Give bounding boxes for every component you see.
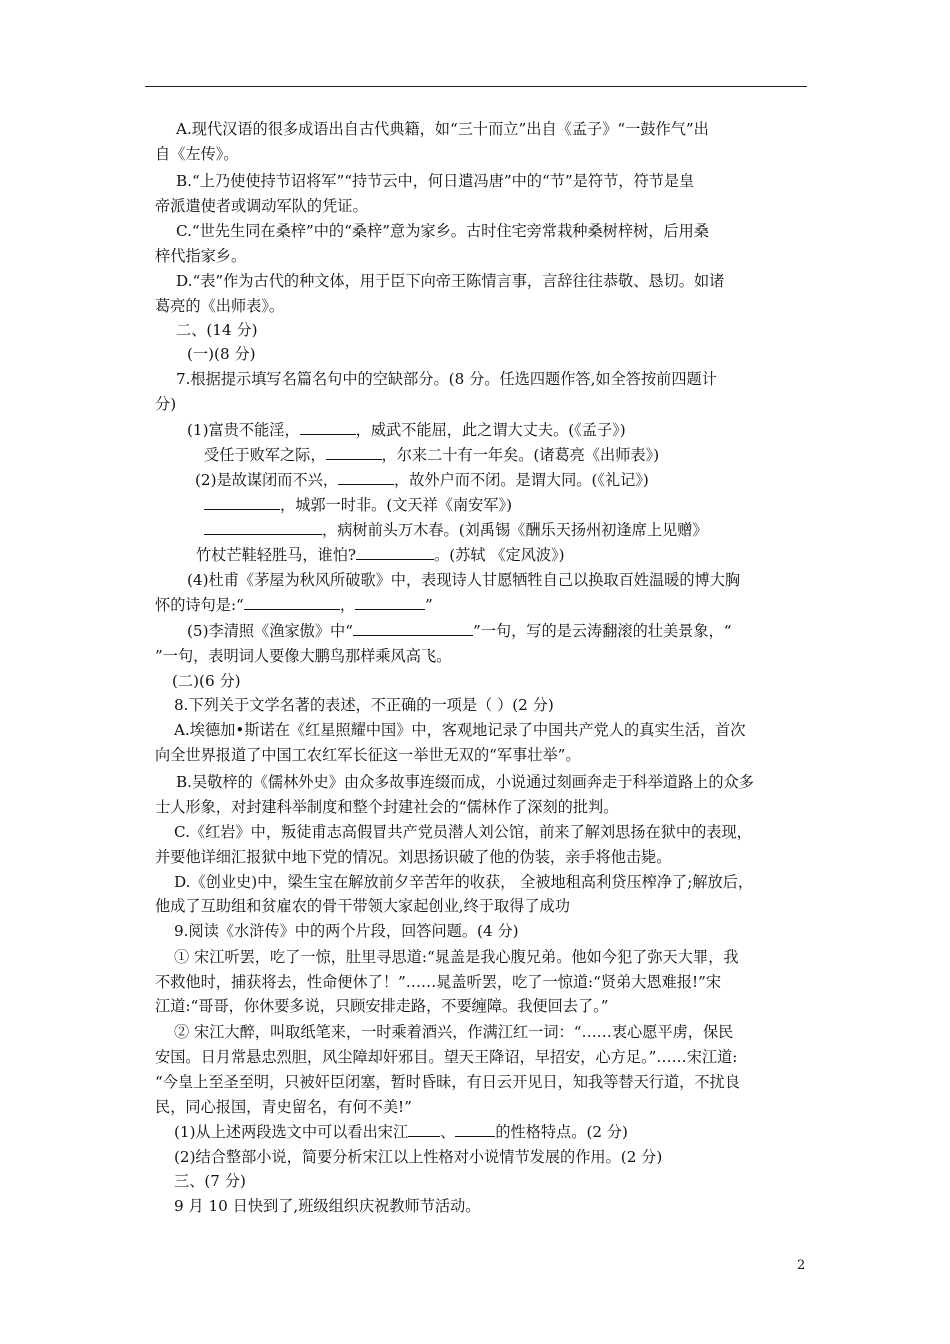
fill-in-blank — [300, 420, 356, 435]
header-rule — [145, 86, 807, 87]
text-segment: ”一句，写的是云涛翻滚的壮美景象，“ — [472, 622, 732, 640]
text-line: 安国。日月常悬忠烈胆，风尘障却奸邪目。望天王降诏，早招安，心方足。”……宋江道: — [155, 1048, 738, 1066]
text-segment: 。(苏轼 《定风波》) — [434, 546, 565, 564]
text-line: 帝派遣使者或调动军队的凭证。 — [155, 197, 368, 215]
text-line: (一)(8 分) — [187, 345, 256, 363]
text-segment: (1)富贵不能淫， — [187, 421, 300, 439]
text-line: 9 月 10 日快到了,班级组织庆祝教师节活动。 — [174, 1197, 481, 1215]
text-segment: ，威武不能屈，此之谓大丈夫。(《孟子》) — [355, 421, 626, 439]
text-line: D.“表”作为古代的种文体，用于臣下向帝王陈情言事，言辞往往恭敬、恳切。如诸 — [176, 272, 725, 290]
text-line: A.现代汉语的很多成语出自古代典籍，如“三十而立”出自《孟子》“一鼓作气”出 — [176, 120, 709, 138]
fill-in-blank — [455, 1122, 495, 1137]
text-line: ① 宋江听罢，吃了一惊，肚里寻思道:“晁盖是我心腹兄弟。他如今犯了弥天大罪，我 — [174, 948, 739, 966]
text-segment: 竹杖芒鞋轻胜马，谁怕? — [196, 546, 357, 564]
text-line — [174, 1122, 628, 1142]
text-line: (二)(6 分) — [172, 672, 241, 690]
text-line: 他成了互助组和贫雇农的骨干带领大家起创业,终于取得了成功 — [155, 897, 570, 915]
text-segment: 受任于败军之际， — [204, 446, 326, 464]
text-line: 梓代指家乡。 — [155, 247, 247, 265]
text-segment: ，尔来二十有一年矣。(诸葛亮《出师表》) — [381, 446, 660, 464]
text-segment: ” — [425, 596, 433, 614]
text-line: 7.根据提示填写名篇名句中的空缺部分。(8 分。任选四题作答,如全答按前四题计 — [176, 370, 717, 388]
fill-in-blank — [244, 595, 340, 610]
text-line: 士人形象，对封建科举制度和整个封建社会的“儒林作了深刻的批判。 — [155, 798, 619, 816]
text-line: 并要他详细汇报狱中地下党的情况。刘思扬识破了他的伪装，亲手将他击毙。 — [155, 848, 672, 866]
text-line: ”一句，表明词人要像大鹏鸟那样乘风高飞。 — [155, 647, 452, 665]
text-line — [187, 420, 626, 440]
text-line: 9.阅读《水浒传》中的两个片段，回答问题。(4 分) — [174, 922, 519, 940]
text-segment: (2)是故谋闭而不兴， — [195, 471, 339, 489]
fill-in-blank — [338, 470, 394, 485]
text-segment: 的性格特点。(2 分) — [495, 1123, 628, 1141]
text-line: ② 宋江大醉，叫取纸笔来，一时乘着酒兴，作满江红一词：“……衷心愿平虏，保民 — [174, 1023, 734, 1041]
text-line: (2)结合整部小说，简要分析宋江以上性格对小说情节发展的作用。(2 分) — [174, 1148, 663, 1166]
text-line: C.《红岩》中，叛徒甫志高假冒共产党员潜人刘公馆，前来了解刘思扬在狱中的表现， — [174, 823, 752, 841]
text-line: 8.下列关于文学名著的表述，不正确的一项是（ ）(2 分) — [174, 696, 554, 714]
text-line: 葛亮的《出师表》。 — [155, 297, 285, 315]
text-line — [187, 621, 732, 641]
text-line: A.埃德加•斯诺在《红星照耀中国》中，客观地记录了中国共产党人的真实生活，首次 — [174, 721, 746, 739]
fill-in-blank — [355, 595, 425, 610]
text-segment: (1)从上述两段选文中可以看出宋江 — [174, 1123, 409, 1141]
text-line: (4)杜甫《茅屋为秋风所破歌》中，表现诗人甘愿牺牲自己以换取百姓温暖的博大胸 — [187, 571, 741, 589]
text-line — [204, 520, 708, 540]
text-line — [204, 445, 659, 465]
text-line — [196, 545, 565, 565]
text-line: 江道:“哥哥，你休要多说，只顾安排走路，不要缠障。我便回去了。” — [155, 997, 609, 1015]
text-segment: ，城郭一时非。(文天祥《南安军》) — [280, 496, 513, 514]
text-line: C.“世先生同在桑梓”中的“桑梓”意为家乡。古时住宅旁常栽种桑树梓树，后用桑 — [176, 222, 709, 240]
fill-in-blank — [204, 495, 280, 510]
text-line: 不救他时，捕获将去，性命便休了！”……晁盖听罢，吃了一惊道:“贤弟大恩难报!”宋 — [155, 973, 722, 991]
text-line: 三、(7 分) — [174, 1172, 246, 1190]
text-segment: ，故外户而不闭。是谓大同。(《礼记》) — [394, 471, 649, 489]
text-line: 二、(14 分) — [176, 321, 258, 339]
text-segment: 、 — [440, 1123, 456, 1141]
text-segment: (5)李清照《渔家傲》中“ — [187, 622, 353, 640]
text-line: 民，同心报国，青史留名，有何不美!” — [155, 1098, 412, 1116]
text-line: 自《左传》。 — [155, 145, 239, 163]
fill-in-blank — [356, 545, 434, 560]
fill-in-blank — [326, 445, 382, 460]
text-segment: 怀的诗句是:“ — [155, 596, 244, 614]
text-line: 向全世界报道了中国工农红军长征这一举世无双的“军事壮举”。 — [155, 746, 581, 764]
text-line — [204, 495, 512, 515]
text-line: “今皇上至圣至明，只被奸臣闭塞，暂时昏昧，有日云开见日，知我等替天行道，不扰良 — [155, 1073, 740, 1091]
fill-in-blank — [204, 520, 322, 535]
text-line — [155, 595, 433, 615]
text-line: B.“上乃使使持节诏将军”“持节云中，何日遣冯唐”中的“节”是符节，符节是皇 — [176, 172, 695, 190]
text-segment: ， — [339, 596, 356, 614]
fill-in-blank — [353, 621, 473, 636]
text-line: D.《创业史)中，梁生宝在解放前夕辛苦年的收获， 全被地租高利贷压榨净了;解放后， — [174, 873, 754, 891]
page-number: 2 — [797, 1258, 806, 1273]
fill-in-blank — [408, 1122, 440, 1137]
text-line: 分) — [155, 395, 177, 413]
text-line — [195, 470, 649, 490]
text-line: B.吴敬梓的《儒林外史》由众多故事连缀而成，小说通过刻画奔走于科举道路上的众多 — [176, 773, 754, 791]
text-segment: ，病树前头万木春。(刘禹锡《酬乐天扬州初逢席上见赠》 — [322, 521, 708, 539]
